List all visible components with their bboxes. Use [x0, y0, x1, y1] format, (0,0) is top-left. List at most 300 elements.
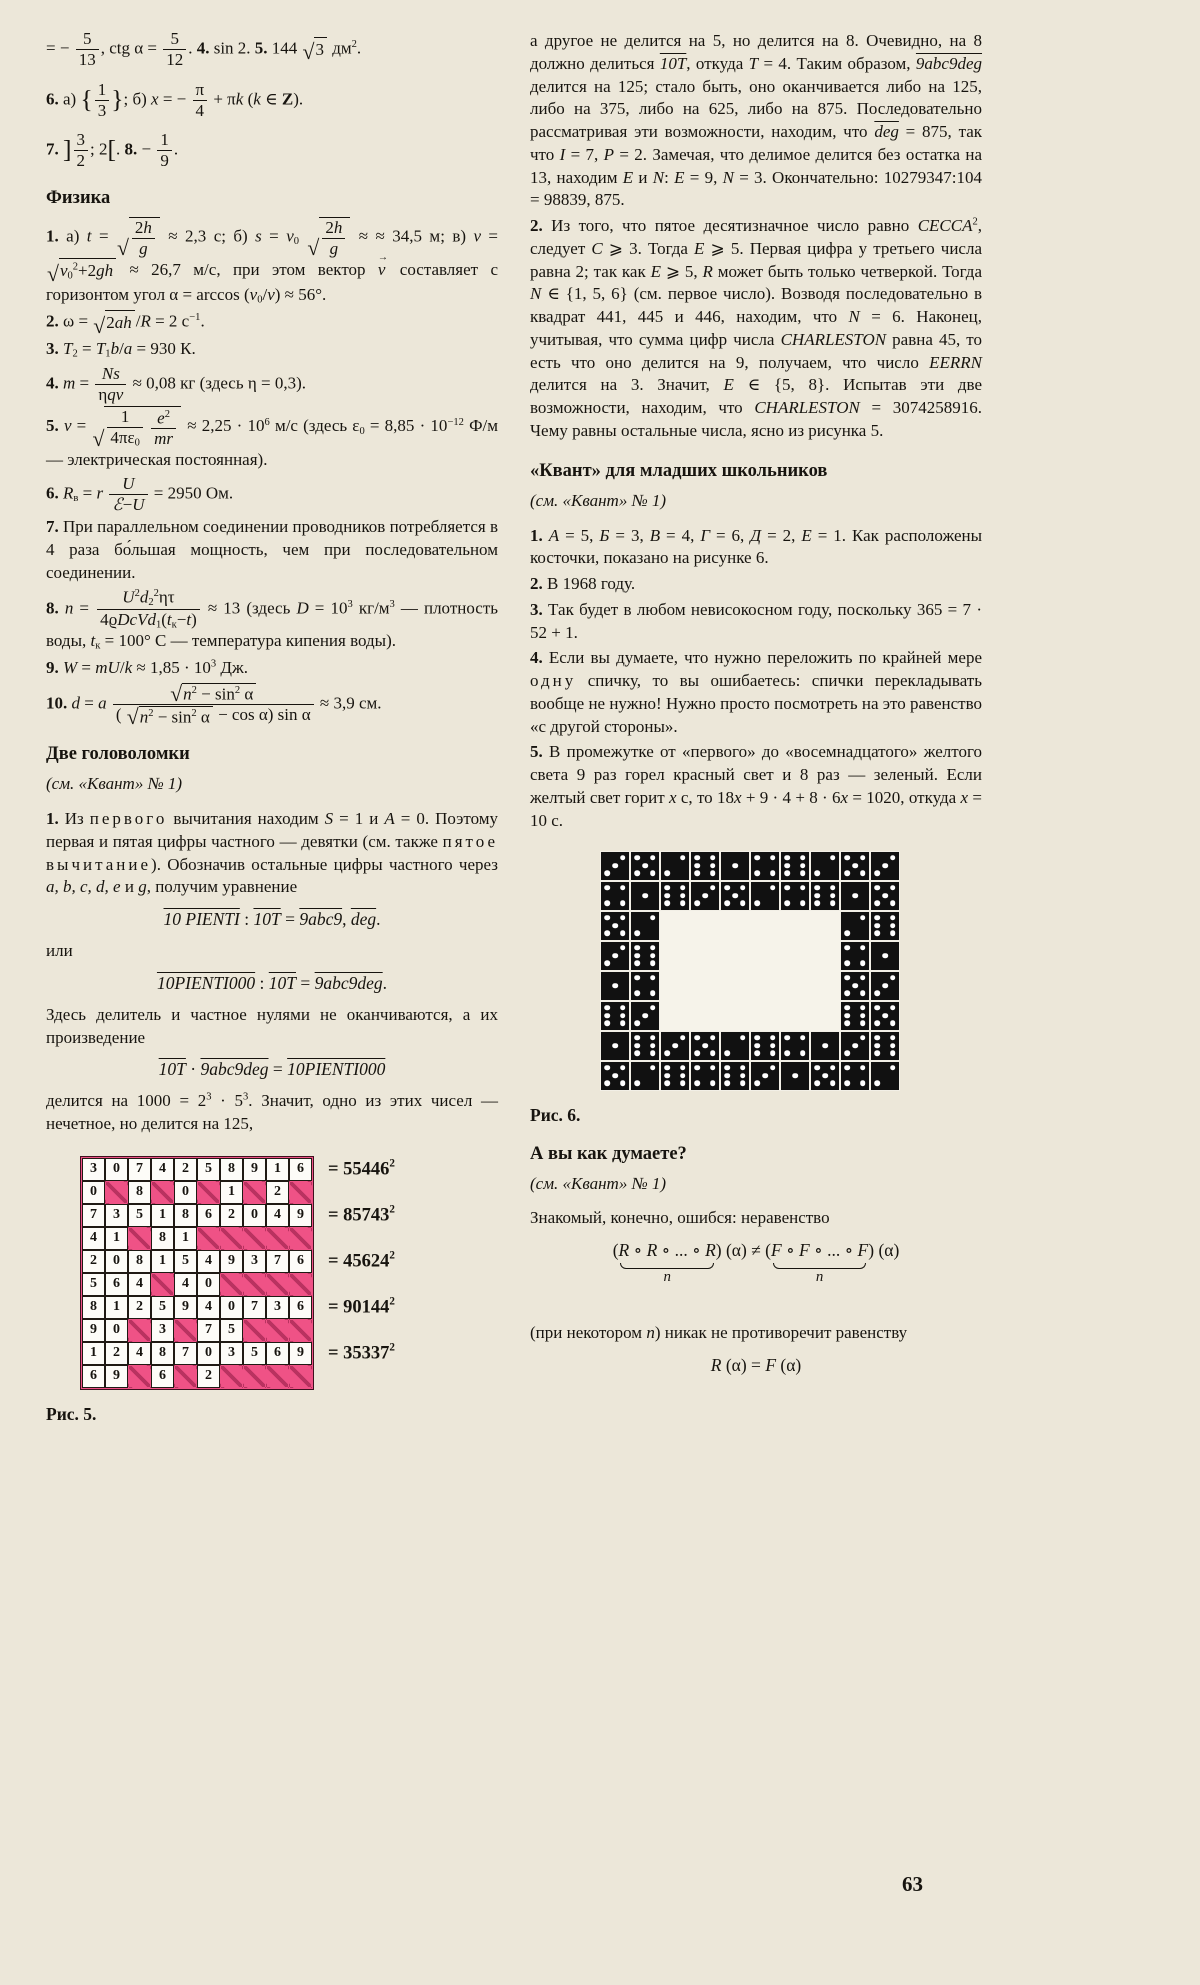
fig5-digit-cell: 8: [128, 1250, 151, 1273]
pip: [680, 893, 686, 899]
pip: [664, 901, 670, 907]
pip: [680, 901, 686, 907]
pip: [710, 855, 716, 861]
fig5-digit-cell: 8: [174, 1204, 197, 1227]
pip: [634, 871, 640, 877]
puzzles-ref: (см. «Квант» № 1): [46, 774, 183, 794]
pip: [844, 1065, 850, 1071]
page-number: 63: [902, 1872, 923, 1896]
pip: [830, 885, 836, 891]
fig5-blocked-cell: [266, 1227, 289, 1250]
physics-item-1: 1. а) t = √ $\frac{2h}{g}$ ≈ 2,3 с; б) $s = v_0$ √ $\frac{2h}{g}$ ≈ ≈ 34,5 м; в) v = √ $v_0^2+2gh$ ≈ 26,7 м/с, при этом вектор v → составляет с горизонтом угол $\alpha = \arccos (v_0/v) \approx 56^\circ$.: [46, 217, 498, 307]
domino-half: [720, 1031, 750, 1061]
fig5-digit-cell: 7: [266, 1250, 289, 1273]
fig5-digit-cell: 8: [128, 1181, 151, 1204]
fig5-digit-cell: 1: [174, 1227, 197, 1250]
domino-half: [690, 851, 720, 881]
pip: [860, 961, 866, 967]
domino-half: [810, 1031, 840, 1061]
fig5-row: [82, 1227, 312, 1250]
pip: [844, 855, 850, 861]
fig5-blocked-cell: [151, 1273, 174, 1296]
radicand: $n^2 - \sin^2 \alpha$: [139, 706, 213, 726]
pip: [874, 871, 880, 877]
pip: [680, 1081, 686, 1087]
fig5-row-label: = $55446^2$: [328, 1158, 395, 1180]
pip: [890, 975, 896, 981]
numerator: U: [109, 475, 147, 495]
pip: [604, 1005, 610, 1011]
puzzle-1-text-2: Здесь делитель и частное нулями не оканчиваются, а их произведение: [46, 1004, 498, 1047]
pip: [874, 1081, 880, 1087]
kvant-junior-heading: «Квант» для младших школьников: [530, 460, 828, 481]
pip: [770, 885, 776, 891]
junior-item-4: 4. Если вы думаете, что нужно переложить по крайней мере одну спичку, то вы ошибаетесь: спички перекладывать вообще не нужно! Нужно просто посмотреть на это равенство «с другой стороны».: [530, 648, 982, 736]
domino-half: [660, 851, 690, 881]
pip: [724, 885, 730, 891]
fig5-digit-cell: 1: [151, 1250, 174, 1273]
pip: [732, 893, 738, 899]
domino-half: [690, 881, 720, 911]
fraction: [95, 81, 110, 120]
radicand: [129, 217, 160, 258]
square-root: [92, 406, 181, 452]
puzzle-1-text: 1. Из первого вычитания находим S = 1 и A = 0. Поэтому первая и пятая цифры частного — девятки (см. также пятое вычитание). Обозначив остальные цифры частного через a, b, c, d, e и g, получим уравнение: [46, 809, 499, 897]
fig5-digit-cell: 8: [151, 1227, 174, 1250]
fig5-blocked-cell: [220, 1227, 243, 1250]
pip: [710, 885, 716, 891]
pip: [784, 1051, 790, 1057]
pip: [874, 991, 880, 997]
pip: [754, 1081, 760, 1087]
fig5-digit-cell: 5: [82, 1273, 105, 1296]
pip: [874, 923, 880, 929]
fig5-digit-cell: 0: [105, 1250, 128, 1273]
fraction: [107, 408, 143, 449]
pip: [604, 1021, 610, 1027]
fig5-digit-cell: 2: [105, 1342, 128, 1365]
pip: [650, 953, 656, 959]
pip: [650, 1005, 656, 1011]
pip: [604, 885, 610, 891]
domino-half: [630, 881, 660, 911]
pip: [664, 885, 670, 891]
denominator: $4ϱDcVd_1(t_к-t)$: [100, 609, 197, 631]
figure-5: [80, 1156, 498, 1390]
pip: [814, 1081, 820, 1087]
pip: [844, 991, 850, 997]
fig5-label-exponent: 2: [389, 1204, 395, 1217]
fig5-digit-cell: 1: [105, 1227, 128, 1250]
fig5-blocked-cell: [243, 1227, 266, 1250]
pip: [754, 1051, 760, 1057]
domino-half: [690, 1031, 720, 1061]
pip: [792, 1073, 798, 1079]
pip: [680, 1035, 686, 1041]
puzzle-1-text-3: делится на $1000 = 2^3 \cdot 5^3$. Значит, одно из этих чисел — нечетное, но делится на 125,: [46, 1091, 498, 1134]
fraction: [109, 475, 147, 514]
domino-half: [630, 851, 660, 881]
fraction: [95, 365, 126, 404]
pip: [634, 945, 640, 951]
domino-half: [810, 881, 840, 911]
fig5-digit-cell: 9: [289, 1204, 312, 1227]
pip: [642, 863, 648, 869]
answers-line-2: 6. а) { $\frac{1}{3}$ }; б) x = − $\frac{\pi}{4}$ + πk (k ∈ Z).: [46, 79, 304, 120]
pip: [874, 1051, 880, 1057]
domino-half: [840, 881, 870, 911]
numerator: 1: [107, 408, 143, 428]
fig5-digit-cell: 9: [105, 1365, 128, 1388]
fig5-row: [82, 1273, 312, 1296]
pip: [740, 1073, 746, 1079]
underbrace-group: [613, 1240, 722, 1286]
radicand: [319, 217, 350, 258]
radicand: 2ah: [105, 310, 135, 335]
fig5-blocked-cell: [220, 1273, 243, 1296]
underbrace-label: n: [663, 1269, 671, 1286]
pip: [784, 855, 790, 861]
fig5-digit-cell: 8: [151, 1342, 174, 1365]
pip: [754, 1035, 760, 1041]
domino-half: [660, 1061, 690, 1091]
domino-half: [630, 1031, 660, 1061]
left-column: [46, 30, 498, 1425]
pip: [650, 991, 656, 997]
pip: [694, 863, 700, 869]
fig5-digit-cell: 1: [266, 1158, 289, 1181]
domino-half: [630, 941, 660, 971]
fig5-digit-cell: 2: [128, 1296, 151, 1319]
pip: [844, 945, 850, 951]
fig5-label-exponent: 2: [389, 1250, 395, 1263]
fig5-digit-cell: 0: [220, 1296, 243, 1319]
pip: [710, 863, 716, 869]
pip: [890, 885, 896, 891]
puzzles-heading: Две головоломки: [46, 744, 190, 765]
pip: [620, 885, 626, 891]
pip: [860, 1021, 866, 1027]
fig5-row: [82, 1319, 312, 1342]
pip: [664, 893, 670, 899]
pip: [634, 855, 640, 861]
domino-half: [720, 881, 750, 911]
answers-line-1: = − $\frac{5}{13}$ , ctg α = $\frac{5}{12}$ . 4. sin 2. 5. 144 √ 3 $дм^2$.: [46, 29, 362, 69]
pip: [604, 901, 610, 907]
fig5-row: [82, 1365, 312, 1388]
pip: [634, 1081, 640, 1087]
pip: [770, 1051, 776, 1057]
fig5-label-exponent: 2: [389, 1158, 395, 1171]
fig5-digit-cell: 9: [82, 1319, 105, 1342]
fig5-digit-cell: 4: [174, 1273, 197, 1296]
fig5-label-exponent: 2: [389, 1296, 395, 1309]
pip: [710, 1051, 716, 1057]
pip: [844, 1081, 850, 1087]
pip: [642, 1013, 648, 1019]
pip: [650, 871, 656, 877]
pip: [740, 901, 746, 907]
pip: [740, 1065, 746, 1071]
fig5-caption: Рис. 5.: [46, 1403, 97, 1424]
pip: [800, 855, 806, 861]
denominator: 2: [76, 151, 85, 171]
pip: [890, 1065, 896, 1071]
domino-half: [840, 1061, 870, 1091]
pip: [604, 1065, 610, 1071]
domino-half: [630, 1001, 660, 1031]
denominator: ηqv: [98, 384, 124, 404]
radical-sign: √: [92, 427, 105, 452]
denominator: ( √ $n^2 - \sin^2 \alpha$ − cos α) sin α: [115, 704, 311, 729]
fig5-digit-cell: 2: [174, 1158, 197, 1181]
pip: [890, 1021, 896, 1027]
domino-half: [780, 881, 810, 911]
fig5-row-label: = $45624^2$: [328, 1250, 395, 1272]
radical-sign: √: [302, 40, 315, 65]
pip: [822, 1073, 828, 1079]
pip: [612, 1043, 618, 1049]
pip: [860, 871, 866, 877]
fig5-digit-cell: 0: [243, 1204, 266, 1227]
fig5-row: [82, 1342, 395, 1365]
pip: [874, 1021, 880, 1027]
radical-sign: √: [307, 236, 320, 261]
fig5-digit-cell: 6: [289, 1158, 312, 1181]
pip: [634, 1051, 640, 1057]
pip: [800, 871, 806, 877]
fig5-digit-cell: 0: [82, 1181, 105, 1204]
physics-item-5: 5. v = √ $\frac{1}{4\pi\varepsilon_0}$ $\frac{e^2}{mr}$ ≈ $2,25 \cdot 10^6$ м/с (здесь $\varepsilon_0 = 8,85 \cdot 10^{-12}$ Ф/м — электрическая постоянная).: [46, 407, 499, 469]
domino-half: [810, 851, 840, 881]
physics-item-4: 4. m = $\frac{Ns}{\text{ηqv}}$ ≈ 0,08 кг (здесь η = 0,3).: [46, 363, 306, 404]
or-word: или: [46, 941, 73, 961]
fig5-digit-cell: 3: [266, 1296, 289, 1319]
fig5-digit-cell: 1: [151, 1204, 174, 1227]
fraction: [157, 131, 172, 170]
fig5-digit-cell: 5: [174, 1250, 197, 1273]
fig5-blocked-cell: [266, 1365, 289, 1388]
fig6-left: [600, 911, 660, 1031]
inequality-formula: (R ∘ R ∘ ... ∘ R) n (α) ≠ (F ∘ F ∘ ... ∘ F) n (α): [612, 1240, 900, 1286]
pip: [890, 1043, 896, 1049]
fig5-digit-cell: 4: [151, 1158, 174, 1181]
pip: [874, 915, 880, 921]
pip: [890, 915, 896, 921]
domino-half: [660, 1031, 690, 1061]
pip: [710, 1065, 716, 1071]
pip: [634, 953, 640, 959]
fig5-digit-cell: 7: [174, 1342, 197, 1365]
fig5-digit-cell: 4: [197, 1250, 220, 1273]
numerator: 1: [95, 81, 110, 101]
think-text-2: (при некотором n) никак не противоречит равенству: [530, 1323, 908, 1343]
pip: [642, 893, 648, 899]
think-text-1: Знакомый, конечно, ошибся: неравенство: [530, 1208, 830, 1228]
puzzle-1-continuation: а другое не делится на 5, но делится на 8. Очевидно, на 8 должно делиться 10T, откуда T = 4. Таким образом, 9abc9deg делится на 125; стало быть, оно оканчивается либо на 125, либо на 375, либо на 625, либо на 875. Последовательно рассматривая эти возможности, находим, что $\overline{deg} = 875$, так что I = 7, P = 2. Замечая, что делимое делится без остатка на 13, находим E и N: E = 9, N = 3. Окончательно: 10279347:104 = 98839, 875.: [530, 31, 983, 210]
fig5-blocked-cell: [105, 1181, 128, 1204]
pip: [680, 1065, 686, 1071]
fig5-digit-cell: 7: [82, 1204, 105, 1227]
figure-6-dominoes: [600, 851, 900, 1091]
fig5-blocked-cell: [128, 1319, 151, 1342]
pip: [844, 1013, 850, 1019]
fig5-digit-cell: 5: [220, 1319, 243, 1342]
fig5-digit-cell: 2: [197, 1365, 220, 1388]
fig5-digit-cell: 5: [243, 1342, 266, 1365]
domino-half: [600, 1031, 630, 1061]
pip: [664, 1051, 670, 1057]
pip: [800, 901, 806, 907]
fig5-digit-cell: 9: [243, 1158, 266, 1181]
radical-sign: √: [116, 236, 129, 261]
junior-item-1: 1. А = 5, Б = 3, В = 4, Г = 6, Д = 2, Е = 1. Как расположены косточки, показано на рисунке 6.: [530, 525, 983, 568]
fig5-digit-cell: 6: [105, 1273, 128, 1296]
pip: [860, 945, 866, 951]
fig5-blocked-cell: [289, 1181, 312, 1204]
underbrace-content: (F ∘ F ∘ ... ∘ F): [765, 1240, 875, 1261]
numerator: 2h: [132, 219, 155, 239]
pip: [784, 885, 790, 891]
fig5-blocked-cell: [243, 1365, 266, 1388]
fig5-blocked-cell: [289, 1227, 312, 1250]
denominator: 3: [97, 100, 107, 120]
fig5-digit-cell: 0: [105, 1319, 128, 1342]
pip: [680, 885, 686, 891]
pip: [874, 1035, 880, 1041]
fig6-bottom: [600, 1031, 900, 1091]
fig5-digit-cell: 5: [197, 1158, 220, 1181]
fig5-row-label: = $90144^2$: [328, 1296, 395, 1318]
domino-half: [720, 1061, 750, 1091]
pip: [874, 901, 880, 907]
domino-half: [600, 971, 630, 1001]
pip: [784, 901, 790, 907]
pip: [650, 1043, 656, 1049]
fig5-digit-cell: 3: [82, 1158, 105, 1181]
pip: [664, 1073, 670, 1079]
fig5-digit-cell: 3: [220, 1342, 243, 1365]
pip: [664, 871, 670, 877]
domino-half: [840, 971, 870, 1001]
pip: [882, 863, 888, 869]
pip: [882, 1013, 888, 1019]
pip: [844, 1005, 850, 1011]
pip: [770, 1065, 776, 1071]
physics-item-8: 8. n = $\frac{U^2d_2^2\eta\tau}{4ϱDcVd_1(t_к-t)}$ ≈ 13 (здесь $D = 10^3$ $кг/м^3$ — плотность воды, $t_к = 100^\circ$ C — температура кипения воды).: [46, 587, 499, 653]
pip: [710, 1035, 716, 1041]
fig6-top: [600, 851, 900, 911]
domino-half: [600, 941, 630, 971]
fig5-digit-cell: 9: [174, 1296, 197, 1319]
numerator: 5: [76, 30, 99, 50]
physics-item-9: 9. $W = mU/k \approx 1,85 \cdot 10^3$ Дж.: [46, 658, 248, 678]
underbrace-label: n: [815, 1269, 824, 1286]
fig5-blocked-cell: [289, 1365, 312, 1388]
fig5-blocked-cell: [151, 1181, 174, 1204]
fraction: [113, 681, 314, 729]
numerator: $e^2$: [151, 409, 176, 429]
fig5-digit-cell: 2: [266, 1181, 289, 1204]
domino-half: [780, 851, 810, 881]
pip: [740, 1081, 746, 1087]
pip: [612, 923, 618, 929]
fig5-digit-cell: 6: [151, 1365, 174, 1388]
fig5-digit-cell: 0: [197, 1273, 220, 1296]
pip: [650, 945, 656, 951]
domino-half: [600, 881, 630, 911]
pip: [822, 1043, 828, 1049]
fig5-row: [82, 1204, 395, 1227]
pip: [612, 1073, 618, 1079]
pip: [852, 863, 858, 869]
puzzle-equation-1: 10 PIENTI : 10T = 9abc9, $\overline{deg}$.: [163, 909, 381, 930]
fig5-blocked-cell: [128, 1365, 151, 1388]
pip: [800, 885, 806, 891]
domino-half: [870, 971, 900, 1001]
domino-half: [870, 911, 900, 941]
pip: [874, 885, 880, 891]
fig5-row: [82, 1158, 395, 1181]
physics-item-2: 2. ω = √ 2ah /R = 2 $с^{-1}$.: [46, 311, 205, 338]
fig5-digit-cell: 8: [220, 1158, 243, 1181]
pip: [604, 961, 610, 967]
kvant-junior-ref: (см. «Квант» № 1): [530, 490, 667, 510]
pip: [770, 1043, 776, 1049]
fig5-digit-cell: 4: [266, 1204, 289, 1227]
pip: [814, 893, 820, 899]
pip: [890, 1005, 896, 1011]
denominator: 13: [78, 49, 96, 69]
junior-item-2: 2. В 1968 году.: [530, 574, 636, 594]
pip: [844, 871, 850, 877]
pip: [702, 1043, 708, 1049]
fig5-blocked-cell: [289, 1273, 312, 1296]
pip: [860, 1081, 866, 1087]
pip: [604, 1081, 610, 1087]
pip: [724, 1051, 730, 1057]
fig5-digit-cell: 2: [220, 1204, 243, 1227]
what-do-you-think-heading: А вы как думаете?: [530, 1143, 687, 1164]
pip: [882, 953, 888, 959]
domino-half: [840, 851, 870, 881]
puzzle-equation-3: 10T · 9abc9deg = 10PIENTI000: [158, 1059, 386, 1080]
numerator: Ns: [95, 365, 126, 385]
pip: [620, 915, 626, 921]
pip: [620, 901, 626, 907]
domino-half: [660, 881, 690, 911]
pip: [694, 855, 700, 861]
denominator: 12: [166, 49, 184, 69]
domino-half: [750, 881, 780, 911]
pip: [620, 931, 626, 937]
fig5-digit-cell: 6: [289, 1250, 312, 1273]
fig5-digit-cell: 8: [82, 1296, 105, 1319]
pip: [890, 923, 896, 929]
pip: [694, 1035, 700, 1041]
puzzle-equation-2: 10PIENTI000 : 10T = 9abc9deg.: [156, 972, 388, 993]
fig6-caption: Рис. 6.: [530, 1104, 581, 1125]
pip: [890, 1035, 896, 1041]
square-root: [47, 258, 116, 284]
fig5-digit-cell: 1: [220, 1181, 243, 1204]
domino-half: [600, 1061, 630, 1091]
pip: [612, 983, 618, 989]
domino-half: [870, 851, 900, 881]
pip: [874, 931, 880, 937]
pip: [724, 1073, 730, 1079]
numerator: $U^2d_2^2\eta\tau$: [97, 588, 200, 610]
